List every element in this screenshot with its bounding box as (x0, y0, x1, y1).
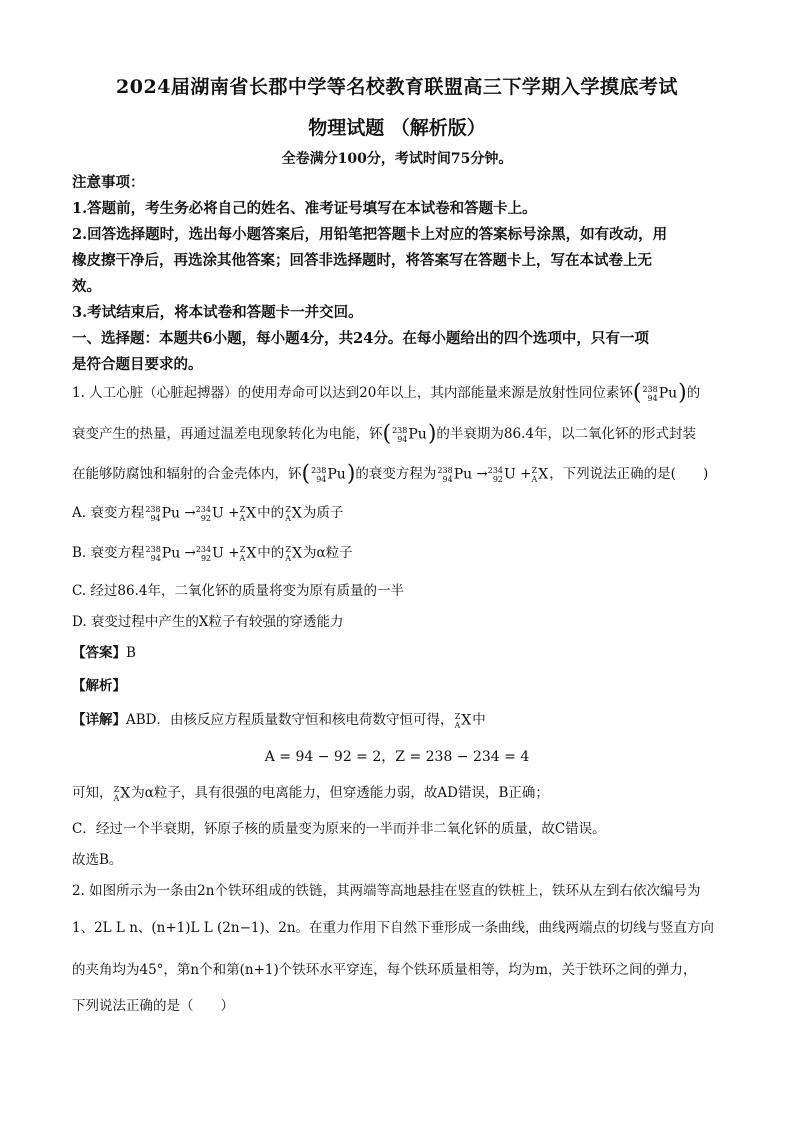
q2-line-3: 的夹角均为45°，第n个和第(n+1)个铁环水平穿连，每个铁环质量相等，均为m，关于铁环之间的弹力， (72, 962, 697, 978)
q1-option-d: D. 衰变过程中产生的X粒子有较强的穿透能力 (72, 614, 344, 630)
q2-line-1: 2. 如图所示为一条由2n个铁环组成的铁链，其两端等高地悬挂在竖直的铁桩上，铁环从左到右依次编号为 (72, 883, 701, 899)
decay-equation: 238 94Pu →234 92U +Z AX (145, 504, 257, 523)
note-1: 1.答题前，考生务必将自己的姓名、准考证号填写在本试卷和答题卡上。 (72, 200, 537, 217)
note-3: 3.考试结束后，将本试卷和答题卡一并交回。 (72, 304, 363, 321)
pu-isotope: 238 94Pu (642, 384, 678, 403)
decay-equation: 238 94Pu →234 92U +Z AX (145, 544, 257, 563)
q1-answer: 【答案】B (72, 645, 136, 661)
q1-line-3: 在能够防腐蚀和辐射的合金壳体内，钚(238 94Pu)的衰变方程为238 94Pu →234 92U +Z AX，下列说法正确的是( ) (72, 461, 709, 487)
q1-choose: 故选B。 (72, 852, 123, 868)
page-title: 2024届湖南省长郡中学等名校教育联盟高三下学期入学摸底考试 (116, 76, 678, 98)
exam-info: 全卷满分100分，考试时间75分钟。 (281, 151, 513, 167)
note-2-line-1: 2.回答选择题时，选出每小题答案后，用铅笔把答题卡上对应的答案标号涂黑，如有改动，用 (72, 226, 668, 243)
note-2-line-2: 橡皮擦干净后，再选涂其他答案；回答非选择题时，将答案写在答题卡上，写在本试卷上无 (72, 252, 652, 269)
section-heading-line-1: 一、选择题：本题共6小题，每小题4分，共24分。在每小题给出的四个选项中，只有一项 (72, 330, 649, 347)
section-heading-line-2: 是符合题目要求的。 (72, 356, 203, 373)
q1-equation: A = 94 − 92 = 2，Z = 238 − 234 = 4 (264, 749, 530, 765)
q2-line-2: 1、2L L n、(n+1)L L (2n−1)、2n。在重力作用下自然下垂形成一条曲线，曲线两端点的切线与竖直方向 (72, 920, 715, 936)
pu-isotope: 238 94Pu (392, 425, 427, 444)
page-subtitle: 物理试题 （解析版） (308, 117, 486, 139)
q1-line-1: 1. 人工心脏（心脏起搏器）的使用寿命可以达到20年以上，其内部能量来源是放射性同位素钚(238 94Pu)的 (72, 380, 701, 406)
note-2-line-3: 效。 (72, 278, 101, 295)
q1-text: 1. 人工心脏（心脏起搏器）的使用寿命可以达到20年以上，其内部能量来源是放射性同位素钚 (72, 385, 633, 401)
q1-conclusion: 可知，Z AX为α粒子，具有很强的电离能力，但穿透能力弱，故AD错误，B正确； (72, 784, 549, 803)
q1-line-2: 衰变产生的热量，再通过温差电现象转化为电能，钚(238 94Pu)的半衰期为86.4年，以二氧化钚的形式封装 (72, 421, 696, 447)
q1-option-c: C. 经过86.4年，二氧化钚的质量将变为原有质量的一半 (72, 583, 404, 599)
q1-detail: 【详解】ABD．由核反应方程质量数守恒和核电荷数守恒可得，Z AX中 (72, 711, 486, 730)
q1-c-explanation: C．经过一个半衰期，钚原子核的质量变为原来的一半而并非二氧化钚的质量，故C错误。 (72, 821, 606, 837)
decay-equation: 238 94Pu →234 92U +Z AX (437, 465, 549, 484)
pu-isotope: 238 94Pu (311, 465, 346, 484)
q1-analysis-tag: 【解析】 (72, 678, 126, 694)
q1-option-b: B. 衰变方程238 94Pu →234 92U +Z AX中的Z AX为α粒子 (72, 544, 353, 563)
notes-heading: 注意事项： (72, 174, 145, 191)
q2-line-4: 下列说法正确的是（ ） (72, 998, 234, 1014)
q1-option-a: A. 衰变方程238 94Pu →234 92U +Z AX中的Z AX为质子 (72, 504, 344, 523)
